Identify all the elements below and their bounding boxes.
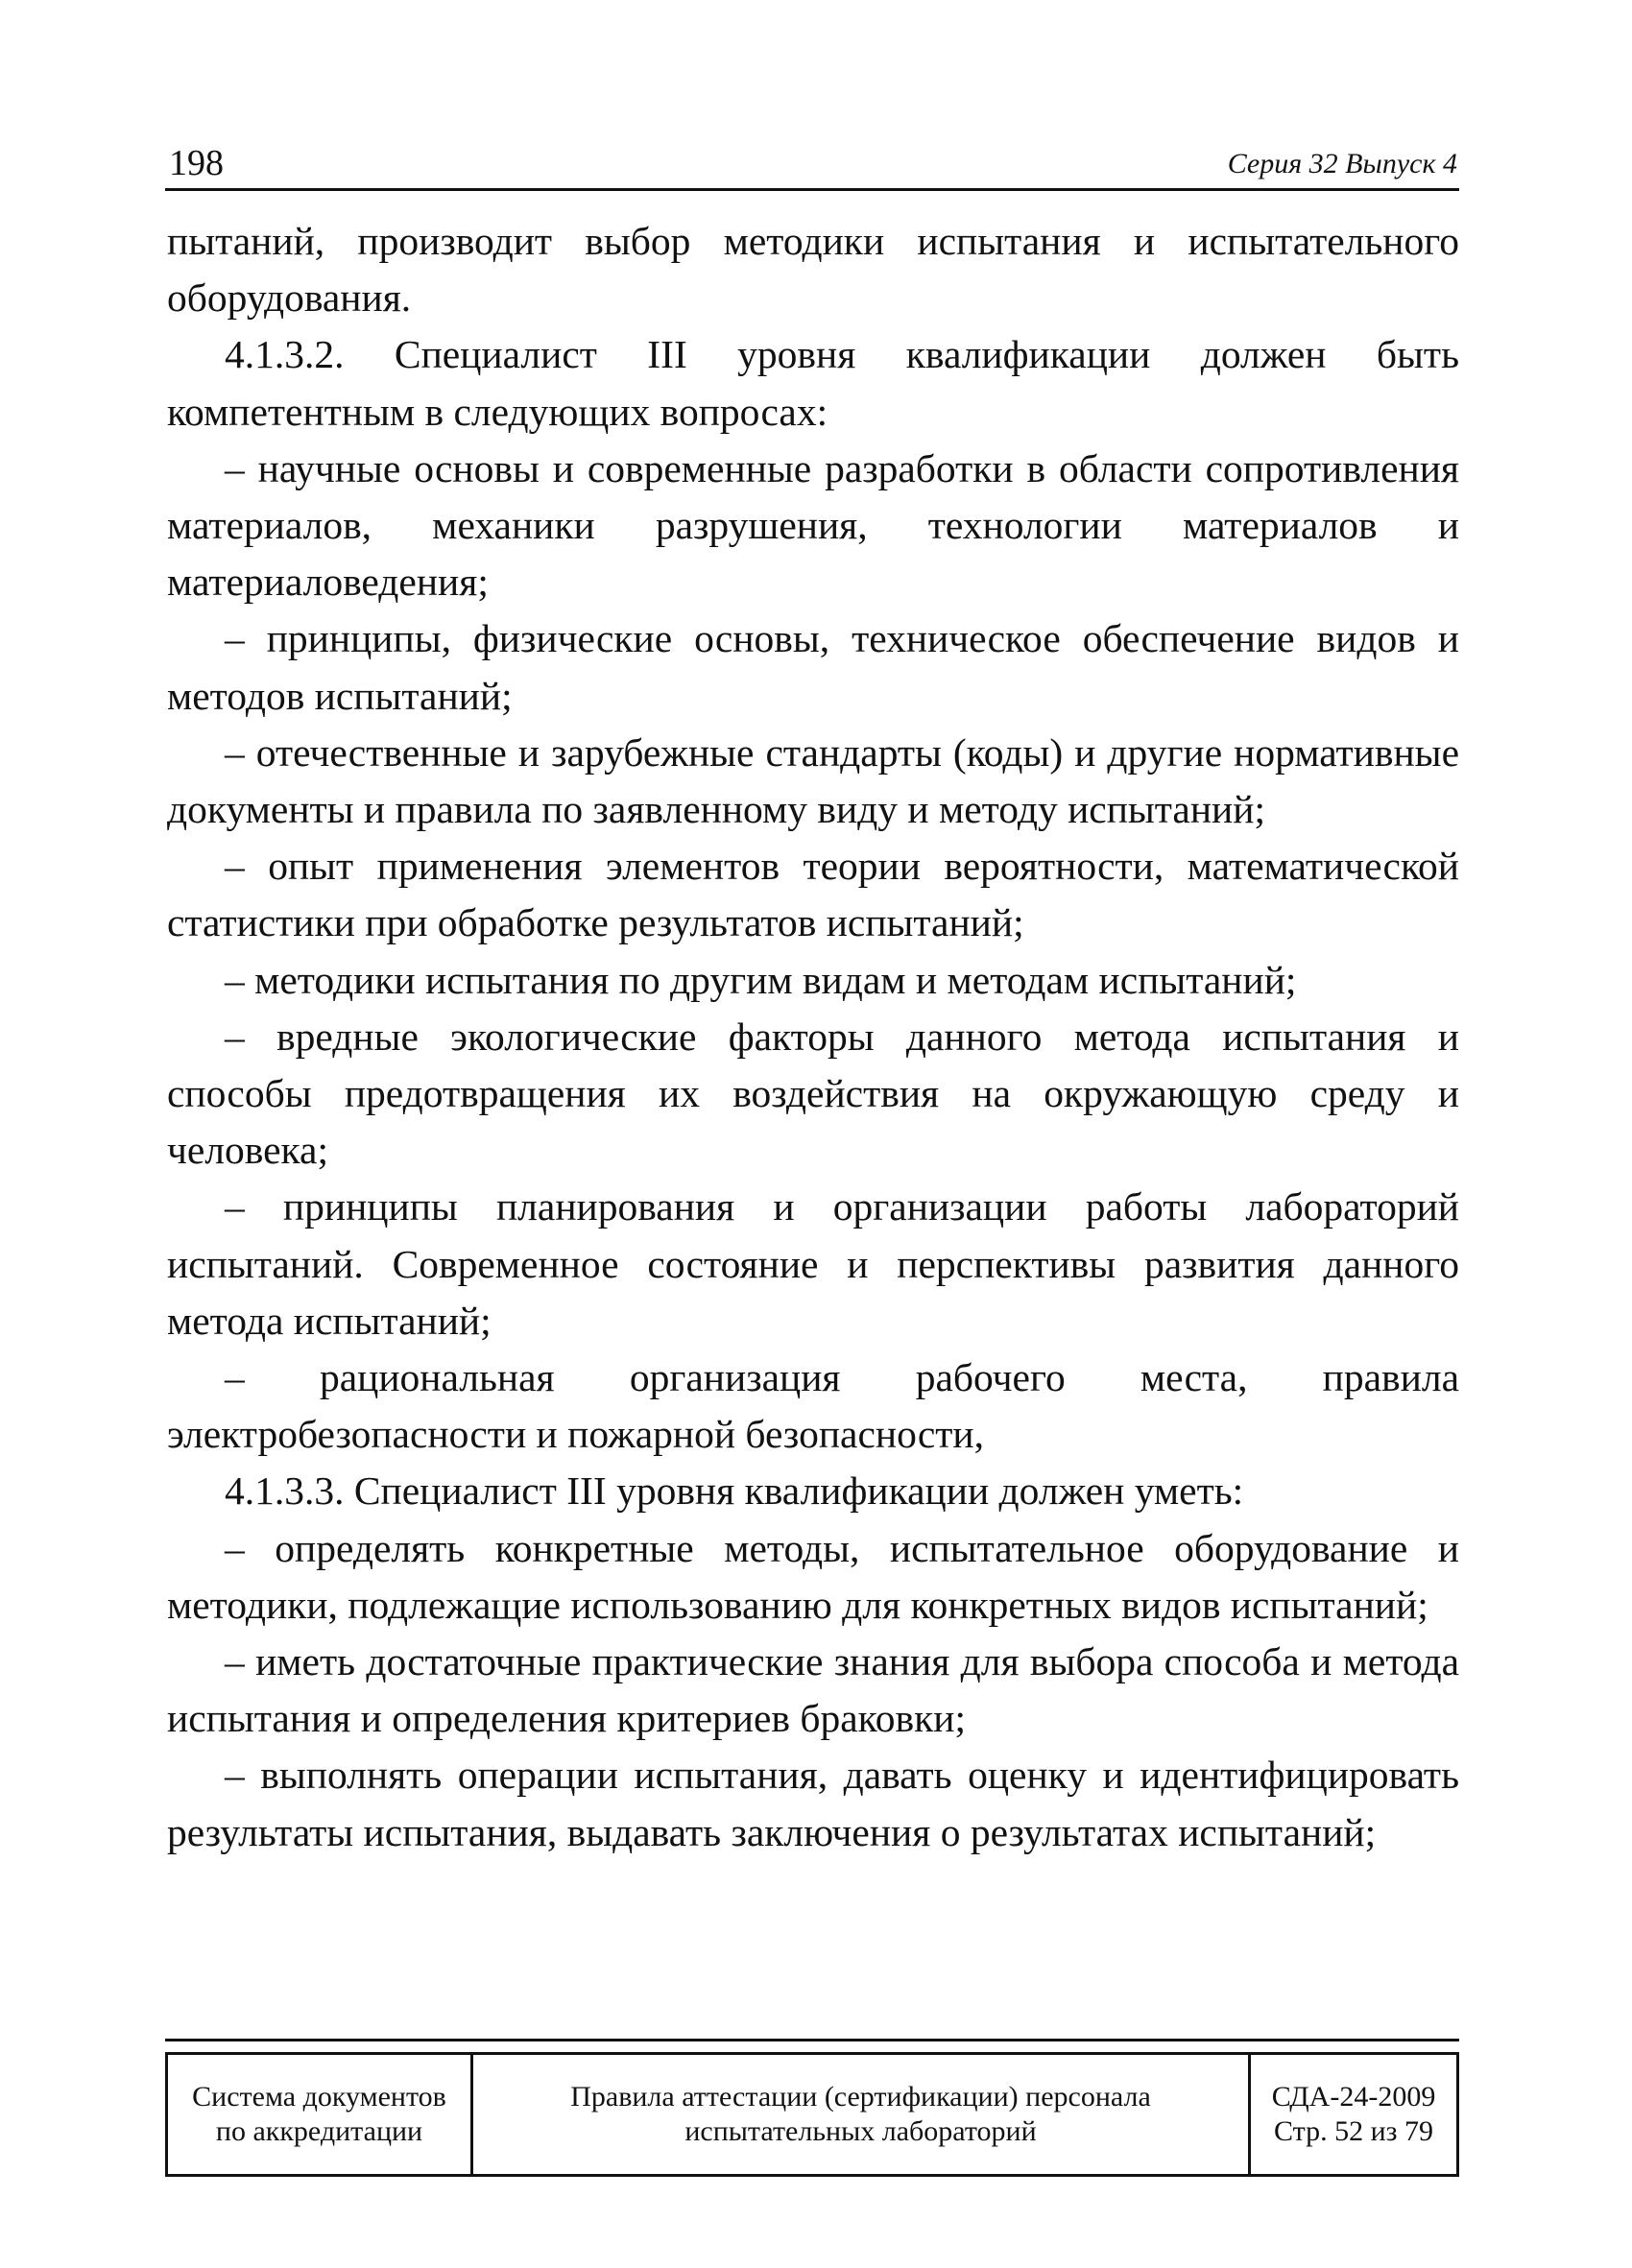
footer-title-cell — [473, 2055, 1251, 2174]
list-item: – опыт применения элементов теории вероятности, математической статистики при обработке результатов испытаний; — [167, 844, 1459, 945]
body-text — [167, 213, 1459, 1861]
list-item: – принципы, физические основы, техническое обеспечение видов и методов испытаний; — [167, 616, 1459, 718]
list-item: – методики испытания по другим видам и методам испытаний; — [225, 957, 1297, 1002]
footer-title-line: испытательных лабораторий — [684, 2115, 1037, 2147]
footer-table — [165, 2052, 1459, 2177]
page-header — [165, 144, 1459, 191]
footer-system-cell — [168, 2055, 473, 2174]
list-item: – вредные экологические факторы данного метода испытания и способы предотвращения их воздействия на окружающую среду и человека; — [167, 1014, 1459, 1173]
paragraph: пытаний, производит выбор методики испытания и испытательного оборудования. — [167, 219, 1459, 321]
list-item: – выполнять операции испытания, давать оценку и идентифицировать результаты испытания, выдавать заключения о результатах испытаний; — [167, 1753, 1459, 1854]
list-item: – отечественные и зарубежные стандарты (коды) и другие нормативные документы и правила по заявленному виду и методу испытаний; — [167, 729, 1459, 832]
page-counter: Стр. 52 из 79 — [1274, 2115, 1433, 2147]
footer-system-line: Система документов — [192, 2081, 446, 2113]
list-item: – принципы планирования и организации работы лабораторий испытаний. Современное состояние и перспективы развития данного метода испытаний; — [167, 1184, 1459, 1343]
list-item: – определять конкретные методы, испытательное оборудование и методики, подлежащие использованию для конкретных видов испытаний; — [167, 1525, 1459, 1627]
list-item: – научные основы и современные разработки в области сопротивления материалов, механики разрушения, технологии материалов и материаловедения; — [167, 445, 1459, 605]
page-number: 198 — [169, 143, 224, 183]
footer-title-line: Правила аттестации (сертификации) персонала — [570, 2081, 1151, 2113]
series-label: Серия 32 Выпуск 4 — [1227, 148, 1457, 179]
paragraph: 4.1.3.3. Специалист III уровня квалификации должен уметь: — [225, 1468, 1244, 1514]
footer-system-line: по аккредитации — [215, 2115, 423, 2147]
footer-divider — [165, 2039, 1459, 2041]
list-item: – рациональная организация рабочего места, правила электробезопасности и пожарной безопасности, — [167, 1355, 1459, 1457]
list-item: – иметь достаточные практические знания для выбора способа и метода испытания и определения критериев браковки; — [167, 1639, 1459, 1741]
footer-code-cell — [1251, 2055, 1456, 2174]
paragraph: 4.1.3.2. Специалист III уровня квалификации должен быть компетентным в следующих вопросах: — [167, 332, 1459, 434]
document-code: СДА-24-2009 — [1271, 2081, 1436, 2113]
